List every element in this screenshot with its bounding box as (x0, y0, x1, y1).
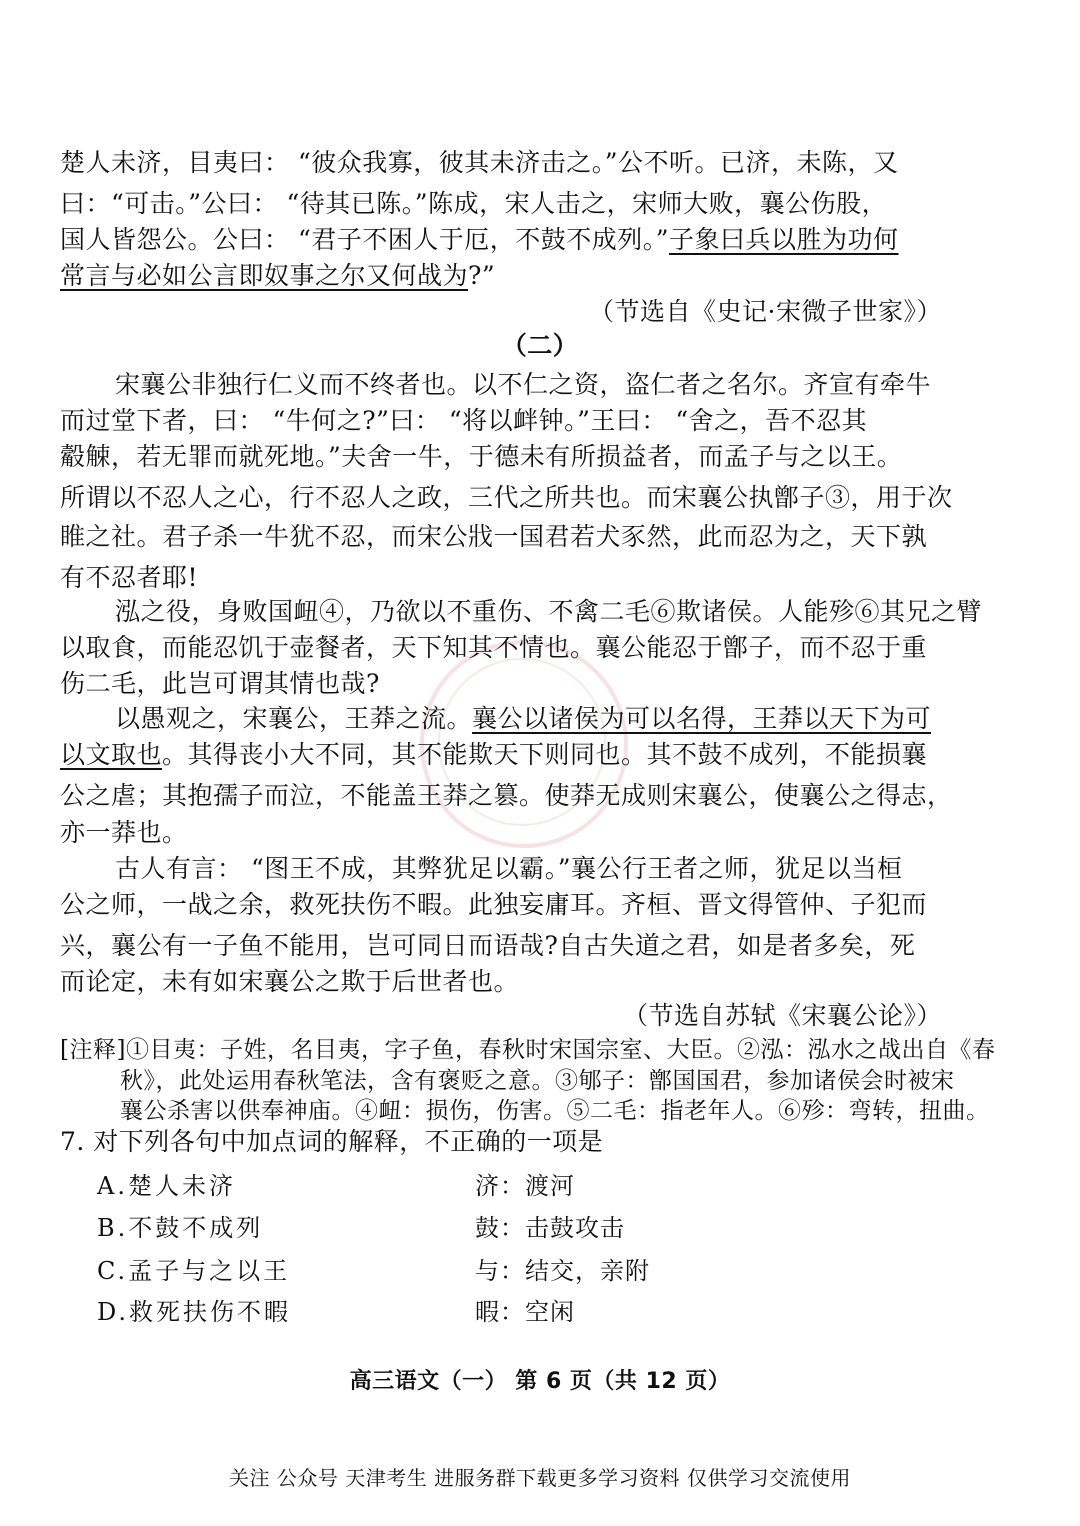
passage2-line-4: 所谓以不忍人之心，行不忍人之政，三代之所共也。而宋襄公执鄫子③，用于次 (60, 483, 953, 512)
passage1-line-1: 楚人未济，目夷曰： “彼众我寡，彼其未济击之。”公不听。已济，未陈，又 (60, 148, 899, 177)
passage2-line-8: 以取食，而能忍饥于壶餐者，天下知其不情也。襄公能忍于鄫子，而不忍于重 (60, 633, 928, 662)
passage2-line-6: 有不忍者耶! (60, 563, 199, 592)
option-a-text: A.楚人未济 (97, 1172, 236, 1200)
option-c-definition: 与：结交，亲附 (475, 1257, 650, 1285)
bottom-note: 关注 公众号 天津考生 进服务群下载更多学习资料 仅供学习交流使用 (229, 1466, 851, 1490)
passage2-p4-line-3: 兴，襄公有一子鱼不能用，岂可同日而语哉?自古失道之君，如是者多矣，死 (60, 931, 916, 960)
underlined-sentence-part-2: 常言与必如公言即奴事之尔又何战为 (60, 261, 469, 290)
option-c-text: C.孟子与之以王 (97, 1257, 291, 1285)
option-d-text: D.救死扶伤不暇 (97, 1298, 292, 1326)
note-line-1: [注释]①目夷：子姓，名目夷，字子鱼，春秋时宋国宗室、大臣。②泓：泓水之战出自《春 (60, 1037, 996, 1063)
passage2-p3-line-2 (60, 737, 960, 773)
option-b-text: B.不鼓不成列 (97, 1214, 264, 1242)
passage2-line-3: 觳觫，若无罪而就死地。”夫舍一牛，于德未有所损益者，而孟子与之以王。 (60, 442, 903, 471)
passage1-line-4-end: ?” (468, 261, 496, 290)
passage2-p4-line-2: 公之师，一战之余，救死扶伤不暇。此独妄庸耳。齐桓、晋文得管仲、子犯而 (60, 890, 928, 919)
passage2-p3-line-2-rest: 。其得丧小大不同，其不能欺天下则同也。其不鼓不成列，不能损襄 (162, 740, 928, 769)
passage2-p4-line-1: 古人有言： “图王不成，其弊犹足以霸。”襄公行王者之师，犹足以当桓 (115, 854, 903, 883)
passage2-p3-line-1 (115, 701, 1015, 737)
passage2-line-5: 睢之社。君子杀一牛犹不忍，而宋公戕一国君若犬豕然，此而忍为之，天下孰 (60, 522, 928, 551)
passage2-line-1: 宋襄公非独行仁义而不终者也。以不仁之资，盗仁者之名尔。齐宣有牵牛 (115, 370, 932, 399)
page-footer: 高三语文（一） 第 6 页（共 12 页） (349, 1369, 731, 1394)
passage2-line-2: 而过堂下者，曰： “牛何之?”曰： “将以衅钟。”王曰： “舍之，吾不忍其 (60, 406, 868, 435)
question-7-stem: 7. 对下列各句中加点词的解释，不正确的一项是 (60, 1127, 604, 1156)
note-line-2: 秋》，此处运用春秋笔法，含有褒贬之意。③郇子：鄫国国君，参加诸侯会时被宋 (120, 1068, 955, 1094)
passage2-source: （节选自苏轼《宋襄公论》） (622, 1001, 942, 1030)
option-a-definition: 济：渡河 (475, 1172, 575, 1200)
passage2-p3-start: 以愚观之，宋襄公，王莽之流。 (115, 704, 473, 733)
passage2-line-7: 泓之役，身败国衄④，乃欲以不重伤、不禽二毛⑥欺诸侯。人能殄⑥其兄之臂 (115, 597, 983, 626)
passage1-line-3 (60, 222, 960, 258)
passage1-line-2: 曰：“可击。”公曰： “待其已陈。”陈成，宋人击之，宋师大败，襄公伤股， (60, 189, 888, 218)
option-d-definition: 暇：空闲 (475, 1298, 575, 1326)
underlined-sentence-2-part-2: 以文取也 (60, 740, 163, 769)
passage1-source: （节选自《史记·宋微子世家》） (589, 297, 942, 326)
passage1-line-4 (60, 258, 960, 294)
underlined-sentence-part-1: 子象曰兵以胜为功何 (669, 225, 899, 254)
passage2-p3-line-4: 亦一莽也。 (60, 818, 188, 847)
passage2-p4-line-4: 而论定，未有如宋襄公之欺于后世者也。 (60, 967, 520, 996)
passage2-p3-line-3: 公之虐；其抱孺子而泣，不能盖王莽之篡。使莽无成则宋襄公，使襄公之得志， (60, 781, 953, 810)
passage2-line-9: 伤二毛，此岂可谓其情也哉? (60, 669, 380, 698)
section-2-title: （二） (501, 331, 579, 360)
passage1-line-3-text: 国人皆怨公。公曰： “君子不困人于厄，不鼓不成列。” (60, 225, 670, 254)
note-line-3: 襄公杀害以供奉神庙。④衄：损伤，伤害。⑤二毛：指老年人。⑥殄：弯转，扭曲。 (120, 1098, 990, 1124)
underlined-sentence-2-part-1: 襄公以诸侯为可以名得，王莽以天下为可 (472, 704, 932, 733)
option-b-definition: 鼓：击鼓攻击 (475, 1214, 625, 1242)
